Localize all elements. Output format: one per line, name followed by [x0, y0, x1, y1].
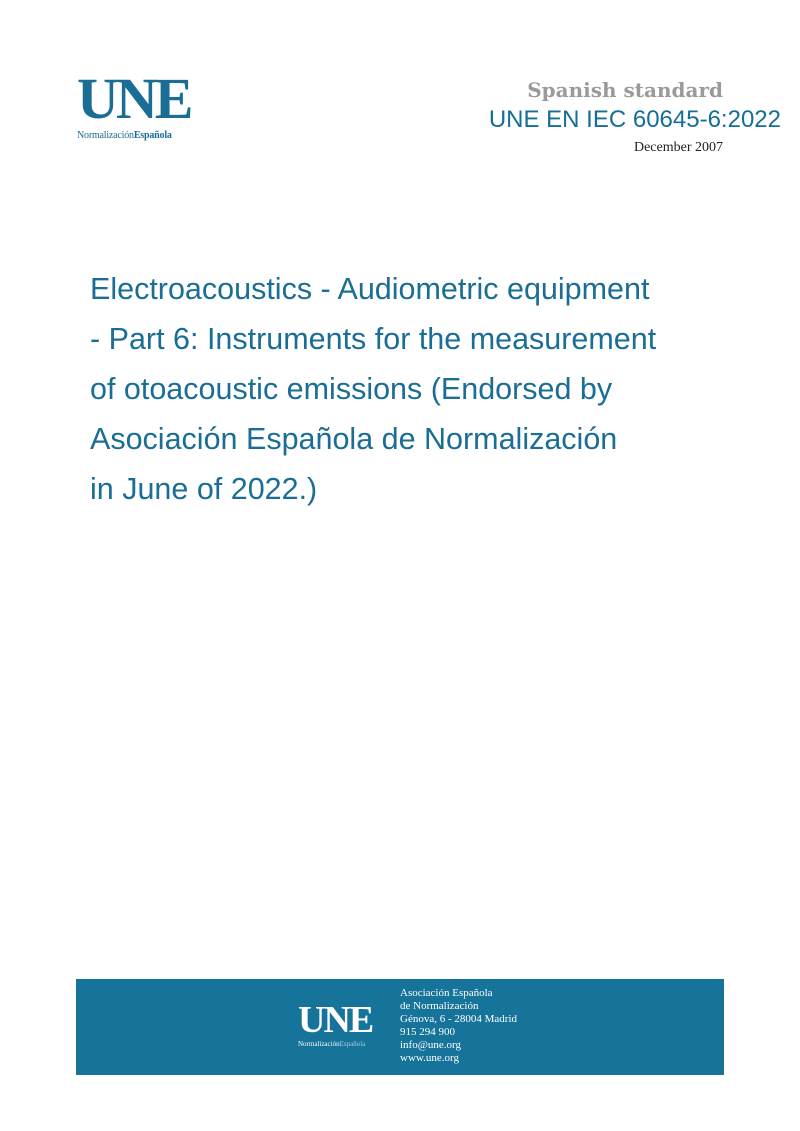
document-title: Electroacoustics - Audiometric equipment - Part 6: Instruments for the measurement of otoacoustic emissions (Endorsed by Asociación Española de Normalización in June of 2022.) [90, 272, 657, 506]
standard-date: December 2007 [633, 140, 723, 155]
footer-contact [400, 987, 517, 1065]
standard-type-label: Spanish standard [527, 78, 723, 102]
footer-logo-sub-b: Española [339, 1040, 366, 1048]
footer-org-line-1: Asociación Española [400, 987, 493, 999]
une-logo [77, 66, 191, 141]
footer-une-logo [298, 1001, 372, 1048]
footer-website-link[interactable]: www.une.org [400, 1052, 459, 1064]
footer-logo-sub-a: Normalización [298, 1040, 340, 1048]
footer-email-link[interactable]: info@une.org [400, 1039, 461, 1051]
footer-logo-subtitle [298, 1040, 372, 1048]
footer-logo-mark: UNE [298, 999, 373, 1041]
footer-banner [76, 979, 724, 1075]
une-logo-sub-b: Española [133, 130, 172, 141]
footer-address: Génova, 6 - 28004 Madrid [400, 1013, 518, 1025]
une-logo-subtitle [77, 130, 190, 141]
standard-header [488, 78, 781, 156]
footer-phone: 915 294 900 [400, 1026, 455, 1038]
une-logo-mark: UNE [77, 66, 191, 131]
standard-code: UNE EN IEC 60645-6:2022 [488, 106, 781, 133]
une-logo-sub-a: Normalización [77, 130, 134, 141]
footer-org-line-2: de Normalización [400, 1000, 479, 1012]
